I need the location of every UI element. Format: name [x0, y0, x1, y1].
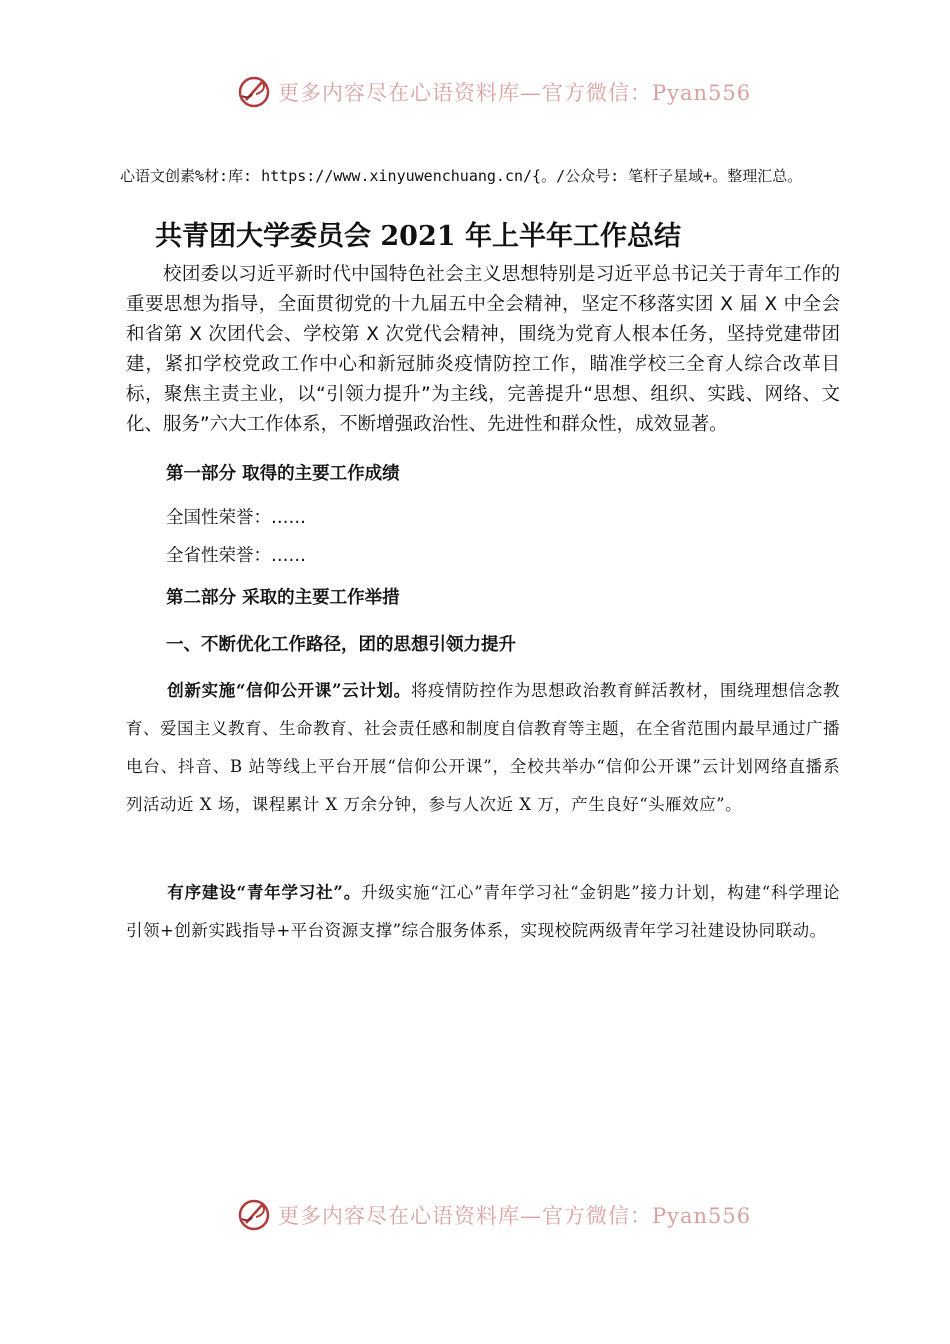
paragraph-lead: 创新实施“信仰公开课”云计划。 [167, 681, 411, 700]
quill-logo-icon [236, 74, 272, 110]
quill-logo-icon [236, 1197, 272, 1233]
header-banner [236, 72, 756, 112]
document-title: 共青团大学委员会 2021 年上半年工作总结 [155, 221, 681, 252]
part2-heading: 第二部分 采取的主要工作举措 [166, 588, 400, 608]
paragraph-faith-class [126, 672, 840, 824]
paragraph-youth-study [126, 874, 840, 950]
paragraph-body: 升级实施“江心”青年学习社“金钥匙”接力计划，构建“科学理论引领+创新实践指导+平台资源支撑”综合服务体系，实现校院两级青年学习社建设协同联动。 [126, 883, 840, 940]
intro-paragraph: 校团委以习近平新时代中国特色社会主义思想特别是习近平总书记关于青年工作的重要思想为指导，全面贯彻党的十九届五中全会精神，坚定不移落实团 X 届 X 中全会和省第 X 次团代会、学校第 X 次党代会精神，围绕为党育人根本任务，坚持党建带团建，紧扣学校党政工作中心和新冠肺炎疫情防控工作，瞄准学校三全育人综合改革目标，聚焦主责主业，以“引领力提升”为主线，完善提升“思想、组织、实践、网络、文化、服务”六大工作体系，不断增强政治性、先进性和群众性，成效显著。 [126, 264, 840, 435]
provincial-honor: 全省性荣誉：…… [166, 546, 306, 566]
banner-text: 更多内容尽在心语资料库—官方微信：Pyan556 [278, 81, 752, 105]
footer-banner [236, 1195, 756, 1235]
paragraph-lead: 有序建设“青年学习社”。 [167, 883, 362, 902]
paragraph-body: 将疫情防控作为思想政治教育鲜活教材，围绕理想信念教育、爱国主义教育、生命教育、社会责任感和制度自信教育等主题，在全省范围内最早通过广播电台、抖音、B 站等线上平台开展“信仰公开课”，全校共举办“信仰公开课”云计划网络直播系列活动近 X 场，课程累计 X 万余分钟，参与人次近 X 万，产生良好“头雁效应”。 [126, 681, 841, 814]
section1-heading: 一、不断优化工作路径，团的思想引领力提升 [166, 635, 516, 655]
banner-text: 更多内容尽在心语资料库—官方微信：Pyan556 [278, 1204, 752, 1228]
part1-heading: 第一部分 取得的主要工作成绩 [166, 464, 400, 484]
national-honor: 全国性荣誉：…… [166, 508, 306, 528]
source-line: 心语文创素%材:库: https://www.xinyuwenchuang.cn/{。/公众号: 笔杆子星域+。整理汇总。 [120, 167, 803, 185]
